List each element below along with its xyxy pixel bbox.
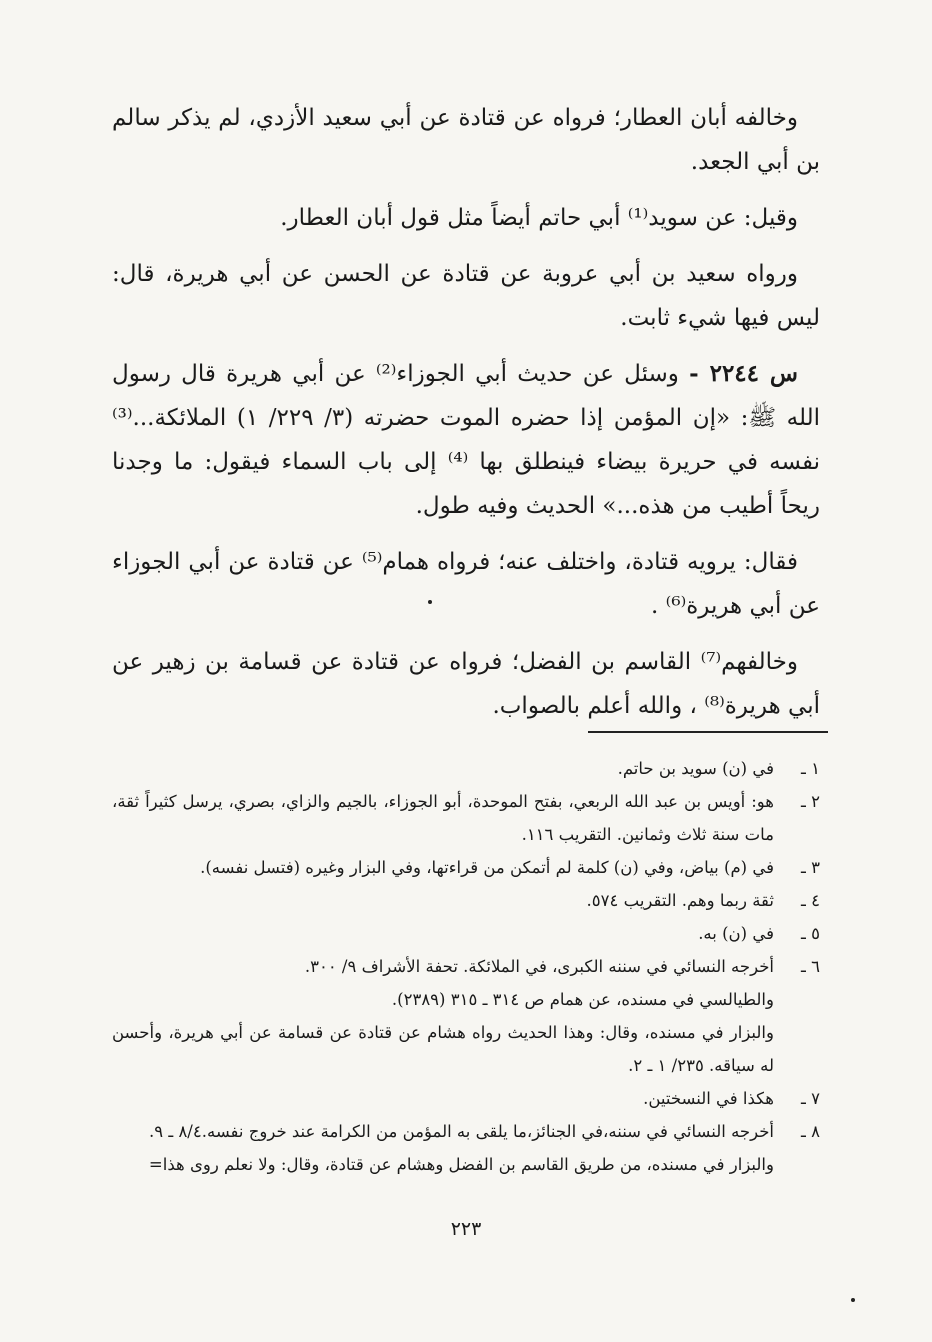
- footnote-number: ٨ ـ: [801, 1122, 820, 1141]
- footnote: [112, 1115, 820, 1148]
- footnote-text: هو: أويس بن عبد الله الربعي، بفتح الموحدة، أبو الجوزاء، بالجيم والزاي، بصري، يرسل كثيراً ثقة، مات سنة ثلاث وثمانين. التقريب ١١٦.: [112, 792, 774, 844]
- footnote-text: ثقة ربما وهم. التقريب ٥٧٤.: [586, 891, 774, 910]
- footnote: [112, 917, 820, 950]
- paragraph-1: وخالفه أبان العطار؛ فرواه عن قتادة عن أبي سعيد الأزدي، لم يذكر سالم بن أبي الجعد.: [112, 105, 820, 175]
- footnote-number: ١ ـ: [801, 759, 820, 778]
- paragraph-2: وقيل: عن سويد⁽¹⁾ أبي حاتم أيضاً مثل قول أبان العطار.: [280, 205, 798, 231]
- footnote: [112, 1082, 820, 1115]
- page-number: ٢٢٣: [450, 1218, 482, 1240]
- paragraph-6: وخالفهم⁽⁷⁾ القاسم بن الفضل؛ فرواه عن قتادة عن قسامة بن زهير عن أبي هريرة⁽⁸⁾ ، والله أعلم بالصواب.: [112, 649, 820, 719]
- footnote-number: [774, 983, 820, 1016]
- footnote: [112, 785, 820, 851]
- footnote-text: هكذا في النسختين.: [643, 1089, 774, 1108]
- print-speck: [851, 1298, 855, 1302]
- footnote-number: [774, 1016, 820, 1082]
- footnote-text: والطيالسي في مسنده، عن همام ص ٣١٤ ـ ٣١٥ (٢٣٨٩).: [391, 990, 774, 1009]
- footnote-number: ٦ ـ: [801, 957, 820, 976]
- question-text: وسئل عن حديث أبي الجوزاء⁽²⁾ عن أبي هريرة قال رسول الله ﷺ: «إن المؤمن إذا حضره الموت حضرته (٣/ ٢٢٩/ ١) الملائكة...⁽³⁾ نفسه في حريرة بيضاء فينطلق بها ⁽⁴⁾ إلى باب السماء فيقول: ما وجدنا ريحاً أطيب من هذه...» الحديث وفيه طول.: [112, 361, 821, 519]
- footnote: [112, 884, 820, 917]
- paragraph-5: فقال: يرويه قتادة، واختلف عنه؛ فرواه همام⁽⁵⁾ عن قتادة عن أبي الجوزاء عن أبي هريرة⁽⁶⁾ .: [112, 549, 820, 619]
- question-number: س ٢٢٤٤ -: [689, 360, 798, 387]
- footnote-continuation: [112, 1016, 820, 1082]
- footnote-continuation: [112, 1148, 820, 1181]
- footnote-number: ٤ ـ: [801, 891, 820, 910]
- paragraph-3: ورواه سعيد بن أبي عروبة عن قتادة عن الحسن عن أبي هريرة، قال: ليس فيها شيء ثابت.: [112, 261, 820, 331]
- footnote: [112, 950, 820, 983]
- footnote-text: في (ن) به.: [698, 924, 774, 943]
- footnote: [112, 752, 820, 785]
- footnote-number: ٢ ـ: [801, 792, 820, 811]
- print-speck: [428, 600, 432, 604]
- footnote: [112, 851, 820, 884]
- footnote-text: أخرجه النسائي في سننه الكبرى، في الملائكة. تحفة الأشراف ٩/ ٣٠٠.: [304, 957, 774, 976]
- footnote-text: في (م) بياض، وفي (ن) كلمة لم أتمكن من قراءتها، وفي البزار وغيره (فتسل نفسه).: [200, 858, 774, 877]
- footnote-number: [774, 1148, 820, 1181]
- footnote-text: أخرجه النسائي في سننه،في الجنائز،ما يلقى به المؤمن من الكرامة عند خروج نفسه.٨/٤ ـ ٩.: [148, 1122, 774, 1141]
- footnote-separator: [588, 731, 828, 733]
- question-paragraph: [112, 352, 820, 528]
- footnote-number: ٥ ـ: [801, 924, 820, 943]
- footnote-text: والبزار في مسنده، من طريق القاسم بن الفضل وهشام عن قتادة، وقال: ولا نعلم روى هذا=: [148, 1155, 774, 1174]
- footnote-number: ٣ ـ: [801, 858, 820, 877]
- main-text: [112, 96, 820, 740]
- footnote-number: ٧ ـ: [801, 1089, 820, 1108]
- footnote-text: والبزار في مسنده، وقال: وهذا الحديث رواه هشام عن قتادة عن قسامة عن أبي هريرة، وأحسن له سياقه. ٢٣٥/ ١ ـ ٢.: [112, 1023, 774, 1075]
- footnote-text: في (ن) سويد بن حاتم.: [617, 759, 774, 778]
- footnotes: [112, 752, 820, 1181]
- footnote-continuation: [112, 983, 820, 1016]
